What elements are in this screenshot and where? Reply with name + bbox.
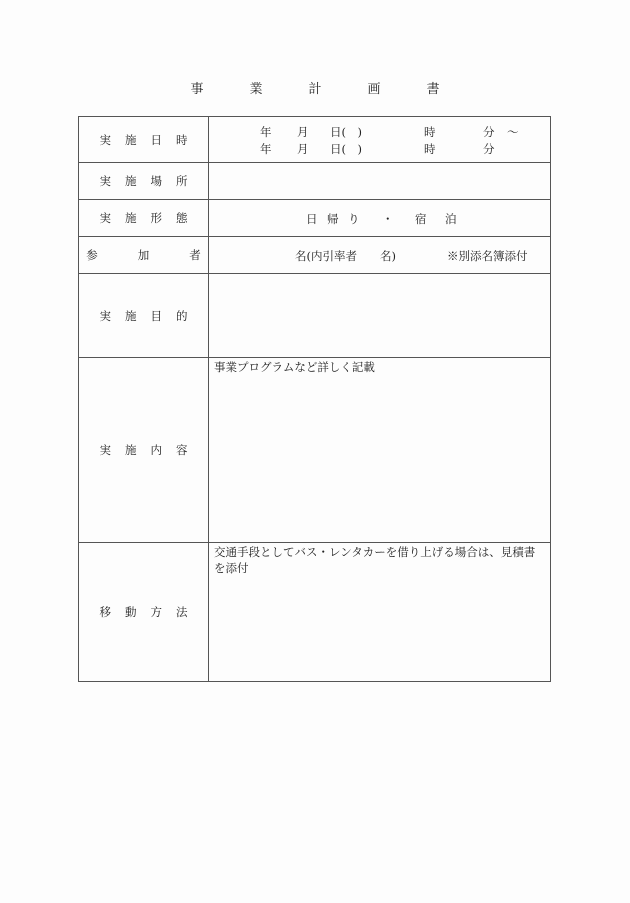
label-char: 場 — [150, 174, 162, 188]
row-date — [79, 117, 551, 163]
date-start-day: 日( ) — [330, 125, 362, 139]
label-char: 施 — [125, 211, 137, 225]
label-char: 実 — [99, 211, 111, 225]
label-content — [79, 358, 209, 543]
label-char: 実 — [99, 132, 111, 147]
purpose-field[interactable] — [209, 274, 551, 358]
date-end-year: 年 — [260, 142, 272, 156]
label-char: 実 — [99, 308, 111, 323]
label-char: 施 — [125, 443, 137, 457]
transport-instruction: 交通手段としてバス・レンタカーを借り上げる場合は、見積書を添付 — [214, 545, 536, 575]
label-char: 内 — [150, 443, 162, 457]
label-char: 日 — [150, 132, 162, 147]
row-form — [79, 200, 551, 237]
label-char: 所 — [176, 174, 188, 188]
label-char: 施 — [125, 308, 137, 323]
place-field[interactable] — [209, 163, 551, 200]
date-end-hour: 時 — [424, 142, 436, 156]
participants-list-note: ※別添名簿添付 — [447, 249, 528, 263]
option-stay-char: 宿 — [415, 212, 427, 226]
option-separator-dot: ・ — [382, 212, 394, 226]
label-participants — [79, 237, 209, 274]
label-char: 施 — [125, 174, 137, 188]
title-char: 書 — [426, 82, 440, 97]
date-start-month: 月 — [297, 125, 309, 139]
label-purpose — [79, 274, 209, 358]
content-instruction: 事業プログラムなど詳しく記載 — [214, 360, 375, 374]
label-char: 容 — [176, 443, 188, 457]
form-field[interactable] — [209, 200, 551, 237]
title-char: 計 — [308, 82, 322, 97]
plan-form-table — [78, 116, 551, 682]
option-stay-char: 泊 — [445, 212, 457, 226]
label-char: 方 — [150, 605, 162, 619]
date-end-month: 月 — [297, 142, 309, 156]
date-end-day: 日( ) — [330, 142, 362, 156]
label-char: 施 — [125, 132, 137, 147]
label-char: 形 — [150, 211, 162, 225]
title-char: 業 — [249, 82, 263, 97]
row-transport — [79, 543, 551, 682]
row-participants — [79, 237, 551, 274]
title-char: 画 — [367, 82, 381, 97]
date-range-tilde: ～ — [507, 125, 519, 139]
transport-field[interactable] — [209, 543, 551, 682]
option-day-trip-char: 日 — [306, 212, 318, 226]
participants-field[interactable] — [209, 237, 551, 274]
label-char: 実 — [99, 443, 111, 457]
label-form — [79, 200, 209, 237]
label-char: 移 — [99, 605, 111, 619]
document-title — [0, 78, 630, 97]
date-field[interactable] — [209, 117, 551, 163]
label-char: 目 — [150, 308, 162, 323]
label-char: 的 — [176, 308, 188, 323]
content-field[interactable] — [209, 358, 551, 543]
label-char: 者 — [189, 248, 201, 262]
label-char: 参 — [86, 248, 98, 262]
title-char: 事 — [190, 82, 204, 97]
row-place — [79, 163, 551, 200]
label-date — [79, 117, 209, 163]
option-day-trip-char: り — [348, 212, 360, 226]
label-char: 加 — [137, 248, 150, 262]
option-day-trip-char: 帰 — [327, 212, 339, 226]
row-purpose — [79, 274, 551, 358]
label-char: 実 — [99, 174, 111, 188]
date-start-minute: 分 — [483, 125, 495, 139]
label-char: 法 — [176, 605, 188, 619]
label-place — [79, 163, 209, 200]
date-start-hour: 時 — [424, 125, 436, 139]
label-char: 時 — [176, 132, 188, 147]
participants-count-text: 名(内引率者 名) — [295, 249, 396, 263]
row-content — [79, 358, 551, 543]
label-char: 態 — [176, 211, 188, 225]
label-transport — [79, 543, 209, 682]
label-char: 動 — [125, 605, 137, 619]
date-start-year: 年 — [260, 125, 272, 139]
date-end-minute: 分 — [483, 142, 495, 156]
